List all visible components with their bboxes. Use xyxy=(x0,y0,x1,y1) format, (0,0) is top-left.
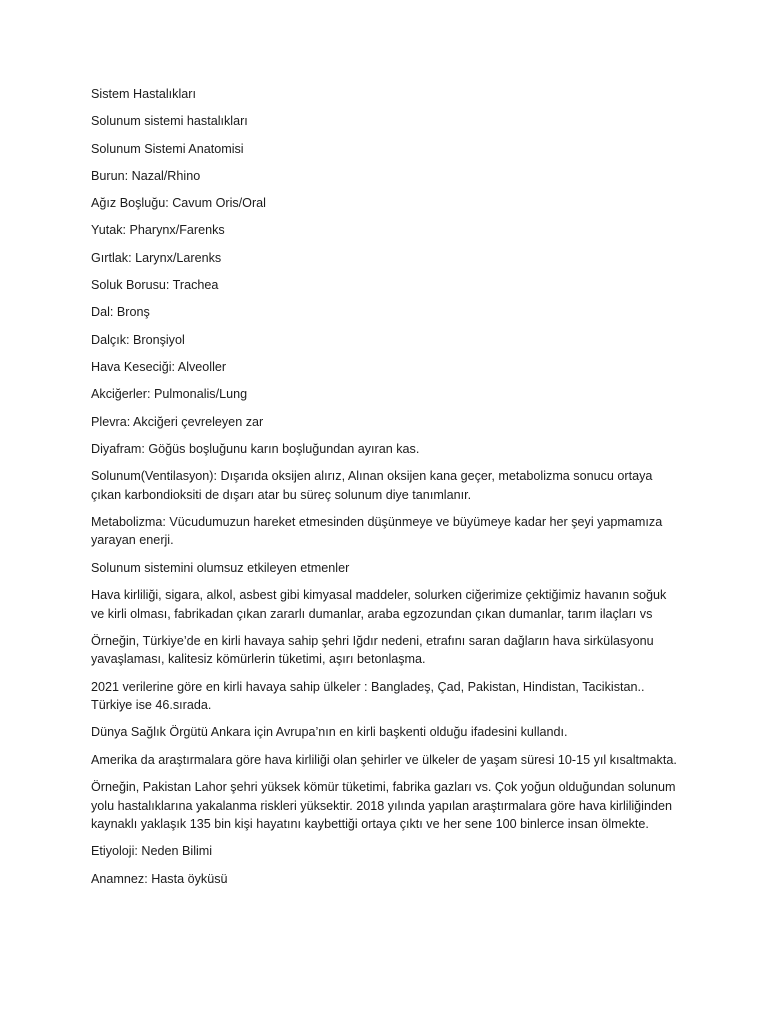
paragraph-hava-kesecigi: Hava Keseciği: Alveoller xyxy=(91,359,227,374)
paragraph-dso-ankara: Dünya Sağlık Örgütü Ankara için Avrupa’nın en kirli başkenti olduğu ifadesini kullandı. xyxy=(91,725,568,740)
paragraph-2021-verileri: 2021 verilerine göre en kirli havaya sahip ülkeler : Bangladeş, Çad, Pakistan, Hindistan, Tacikistan.. Türkiye ise 46.sırada. xyxy=(91,679,645,713)
paragraph-diyafram: Diyafram: Göğüs boşluğunu karın boşluğundan ayıran kas. xyxy=(91,441,420,456)
paragraph-burun: Burun: Nazal/Rhino xyxy=(91,168,201,183)
paragraph-plevra: Plevra: Akciğeri çevreleyen zar xyxy=(91,414,264,429)
paragraph-etiyoloji: Etiyoloji: Neden Bilimi xyxy=(91,844,213,859)
paragraph-girtlak: Gırtlak: Larynx/Larenks xyxy=(91,250,222,265)
paragraph-dalcik: Dalçık: Bronşiyol xyxy=(91,332,185,347)
paragraph-dal: Dal: Bronş xyxy=(91,305,150,320)
paragraph-heading-sistem-hastaliklari: Sistem Hastalıkları xyxy=(91,87,196,101)
paragraph-agiz-boslugu: Ağız Boşluğu: Cavum Oris/Oral xyxy=(91,196,266,211)
paragraph-heading-solunum-hastaliklari: Solunum sistemi hastalıkları xyxy=(91,114,248,129)
document-body xyxy=(91,85,681,897)
paragraph-heading-etmenler: Solunum sistemini olumsuz etkileyen etmenler xyxy=(91,560,350,575)
paragraph-soluk-borusu: Soluk Borusu: Trachea xyxy=(91,278,219,293)
paragraph-yutak: Yutak: Pharynx/Farenks xyxy=(91,223,225,238)
paragraph-igdir-ornegi: Örneğin, Türkiye’de en kirli havaya sahip şehri Iğdır nedeni, etrafını saran dağların hava sirkülasyonu yavaşlaması, kalitesiz kömürlerin tüketimi, aşırı betonlaşma. xyxy=(91,633,654,667)
paragraph-amerika: Amerika da araştırmalara göre hava kirliliği olan şehirler ve ülkeler de yaşam süresi 10-15 yıl kısaltmakta. xyxy=(91,752,677,767)
paragraph-solunum-tanimi: Solunum(Ventilasyon): Dışarıda oksijen alırız, Alınan oksijen kana geçer, metabolizma sonucu ortaya çıkan karbondioksiti de dışarı atar bu süreç solunum diye tanımlanır. xyxy=(91,469,653,502)
paragraph-metabolizma: Metabolizma: Vücudumuzun hareket etmesinden düşünmeye ve büyümeye kadar her şeyi yapmamıza yarayan enerji. xyxy=(91,514,663,548)
paragraph-hava-kirliligi: Hava kirliliği, sigara, alkol, asbest gibi kimyasal maddeler, solurken ciğerimize çektiğimiz havanın soğuk ve kirli olması, fabrikadan çıkan zararlı dumanlar, araba egzozundan çıkan dumanlar, tarım ilaçları vs xyxy=(91,588,667,621)
paragraph-akcigerler: Akciğerler: Pulmonalis/Lung xyxy=(91,387,248,402)
paragraph-heading-anatomi: Solunum Sistemi Anatomisi xyxy=(91,141,244,156)
paragraph-lahor-ornegi: Örneğin, Pakistan Lahor şehri yüksek kömür tüketimi, fabrika gazları vs. Çok yoğun olduğundan solunum yolu hastalıklarına yakalanma riskleri yüksektir. 2018 yılında yapılan araştırmalara göre hava kirliliğinden kaynaklı yaklaşık 135 bin kişi hayatını kaybettiği ortaya çıktı ve her sene 100 binlerce insan ölmekte. xyxy=(91,780,676,832)
paragraph-anamnez: Anamnez: Hasta öyküsü xyxy=(91,871,228,886)
